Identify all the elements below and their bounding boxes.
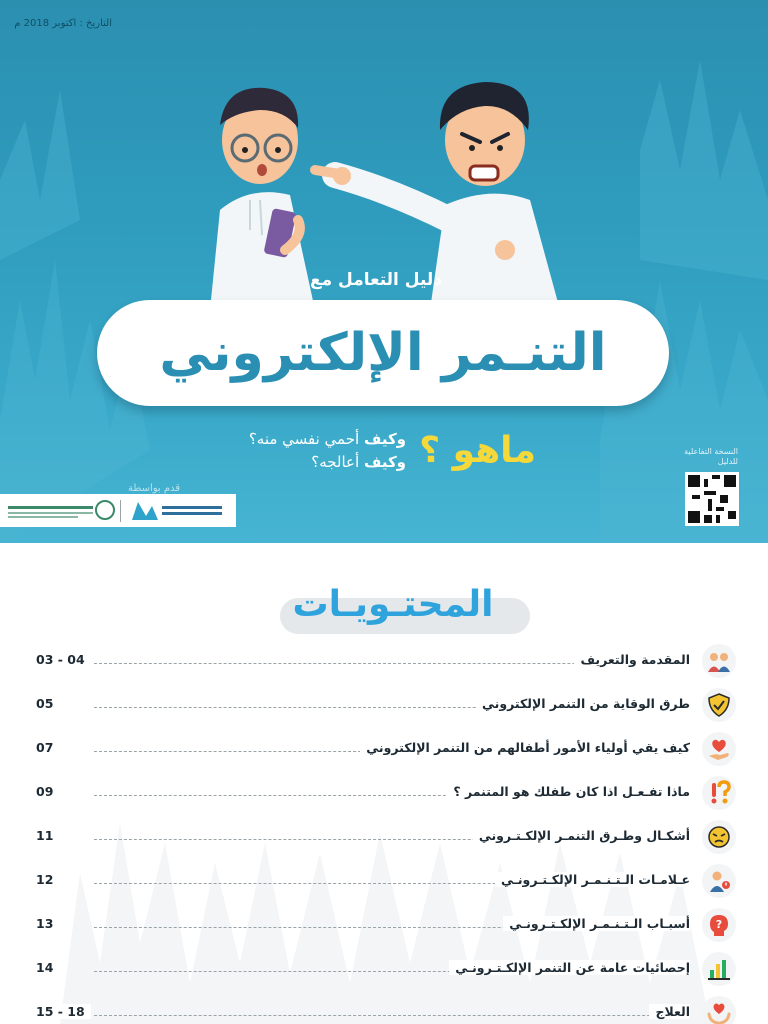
toc-item-pages: 13 [36,916,59,931]
svg-text:?: ? [715,918,723,931]
sponsor-label: قدم بواسطة [128,483,181,494]
toc-item[interactable] [36,950,736,988]
qr-code[interactable] [685,472,739,526]
what-is-it-heading: ماهو ؟ [419,430,536,471]
toc-item[interactable] [36,642,736,680]
qr-code-graphic [688,475,736,523]
toc-item-title: أشكـال وطـرق التنمـر الإلكـتـروني [473,828,690,843]
victim-figure [210,88,315,310]
cover-date: التاريخ : اكتوبر 2018 م [14,18,112,29]
contents-title: المحتـويـات [292,584,494,625]
cover-title: التنـمر الإلكتروني [159,323,607,383]
toc-item-title: إحصائيات عامة عن التنمر الإلكـتـرونـي [449,960,690,975]
toc-item-title: المقدمة والتعريف [574,652,690,667]
title-banner [97,300,669,406]
cover-questions [249,428,406,474]
toc-item[interactable] [36,686,736,724]
care-hands-icon [702,996,736,1024]
toc-item[interactable] [36,994,736,1024]
toc-item-pages: 15 - 18 [36,1004,91,1019]
toc-item-pages: 12 [36,872,59,887]
toc-item-title: كيف يقي أولياء الأمور أطفالهم من التنمر الإلكتروني [360,740,690,755]
toc-item-title: عـلامـات الـتـنـمـر الإلكـتـرونـي [495,872,690,887]
toc-item[interactable] [36,730,736,768]
toc-item-pages: 07 [36,740,59,755]
heart-hand-icon [702,732,736,766]
angry-face-icon [702,820,736,854]
toc-item-pages: 11 [36,828,59,843]
toc-item-title: العلاج [649,1004,690,1019]
two-people-icon [702,644,736,678]
exclamation-question-icon [702,776,736,810]
toc-item-pages: 03 - 04 [36,652,91,667]
contents-heading [262,584,524,636]
question-1: وكيف أحمي نفسي منه؟ [248,430,406,448]
toc-leader [94,1015,690,1016]
person-alert-icon [702,864,736,898]
question-2: وكيف أعالجه؟ [311,453,406,471]
toc-item-pages: 14 [36,960,59,975]
toc-item-pages: 05 [36,696,59,711]
toc-item-pages: 09 [36,784,59,799]
sponsor-logos [0,494,236,527]
toc-item-title: طرق الوقاية من التنمر الإلكتروني [476,696,690,711]
toc-item[interactable] [36,862,736,900]
toc-item[interactable] [36,774,736,812]
bar-chart-icon [702,952,736,986]
guide-subtitle: دليل التعامل مع [309,270,442,290]
toc-item-title: أسبـاب الـتـنـمـر الإلكـتـرونـي [503,916,690,931]
toc-item[interactable] [36,906,736,944]
shield-check-icon [702,688,736,722]
toc-item-title: ماذا تفـعـل اذا كان طفلك هو المتنمر ؟ [447,784,690,799]
qr-label: النسخة التفاعلية للدليل [684,447,738,466]
head-question-icon [702,908,736,942]
toc-item[interactable] [36,818,736,856]
sponsor-logos-graphic [0,494,236,527]
